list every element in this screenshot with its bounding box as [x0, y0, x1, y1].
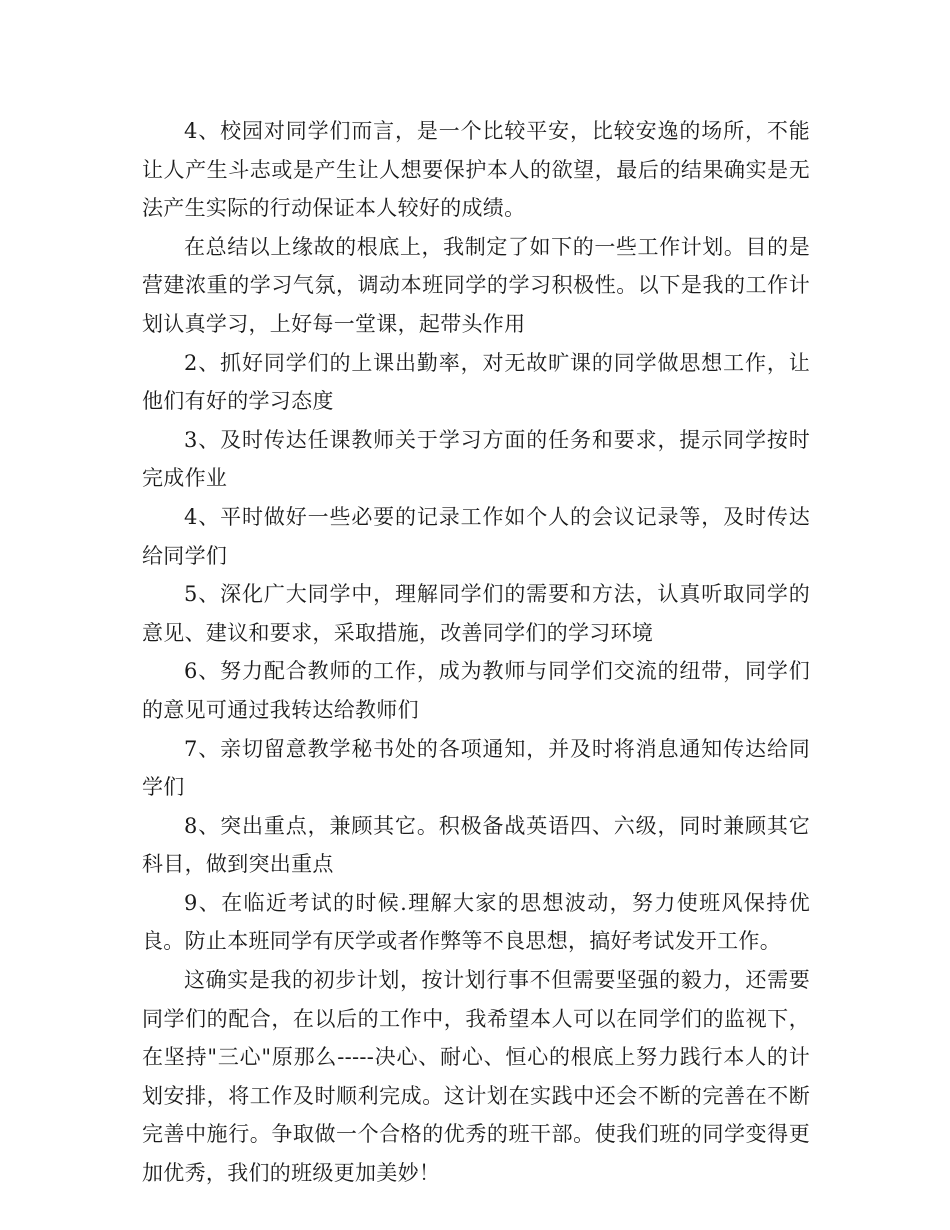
- document-body: [142, 112, 810, 1193]
- paragraph-4: 3、及时传达任课教师关于学习方面的任务和要求，提示同学按时完成作业: [142, 427, 810, 491]
- paragraph-3: 2、抓好同学们的上课出勤率，对无故旷课的同学做思想工作，让他们有好的学习态度: [142, 350, 810, 414]
- paragraph-6: 5、深化广大同学中，理解同学们的需要和方法，认真听取同学的意见、建议和要求，采取措施，改善同学们的学习环境: [142, 582, 810, 645]
- paragraph-2: 在总结以上缘故的根底上，我制定了如下的一些工作计划。目的是营建浓重的学习气氛，调动本班同学的学习积极性。以下是我的工作计划认真学习，上好每一堂课，起带头作用: [142, 234, 810, 336]
- paragraph-9: 8、突出重点，兼顾其它。积极备战英语四、六级，同时兼顾其它科目，做到突出重点: [142, 813, 810, 877]
- paragraph-5: 4、平时做好一些必要的记录工作如个人的会议记录等，及时传达给同学们: [142, 504, 810, 568]
- paragraph-1: 4、校园对同学们而言，是一个比较平安，比较安逸的场所，不能让人产生斗志或是产生让人想要保护本人的欲望，最后的结果确实是无法产生实际的行动保证本人较好的成绩。: [142, 119, 810, 221]
- paragraph-11: 这确实是我的初步计划，按计划行事不但需要坚强的毅力，还需要同学们的配合，在以后的工作中，我希望本人可以在同学们的监视下，在坚持"三心"原那么-----决心、耐心、恒心的根底上努力践行本人的计划安排，将工作及时顺利完成。这计划在实践中还会不断的完善在不断完善中施行。争取做一个合格的优秀的班干部。使我们班的同学变得更加优秀，我们的班级更加美妙！: [142, 968, 810, 1186]
- paragraph-10: 9、在临近考试的时候.理解大家的思想波动，努力使班风保持优良。防止本班同学有厌学或者作弊等不良思想，搞好考试发开工作。: [142, 890, 810, 954]
- paragraph-7: 6、努力配合教师的工作，成为教师与同学们交流的纽带，同学们的意见可通过我转达给教师们: [142, 659, 810, 722]
- paragraph-8: 7、亲切留意教学秘书处的各项通知，并及时将消息通知传达给同学们: [142, 736, 810, 800]
